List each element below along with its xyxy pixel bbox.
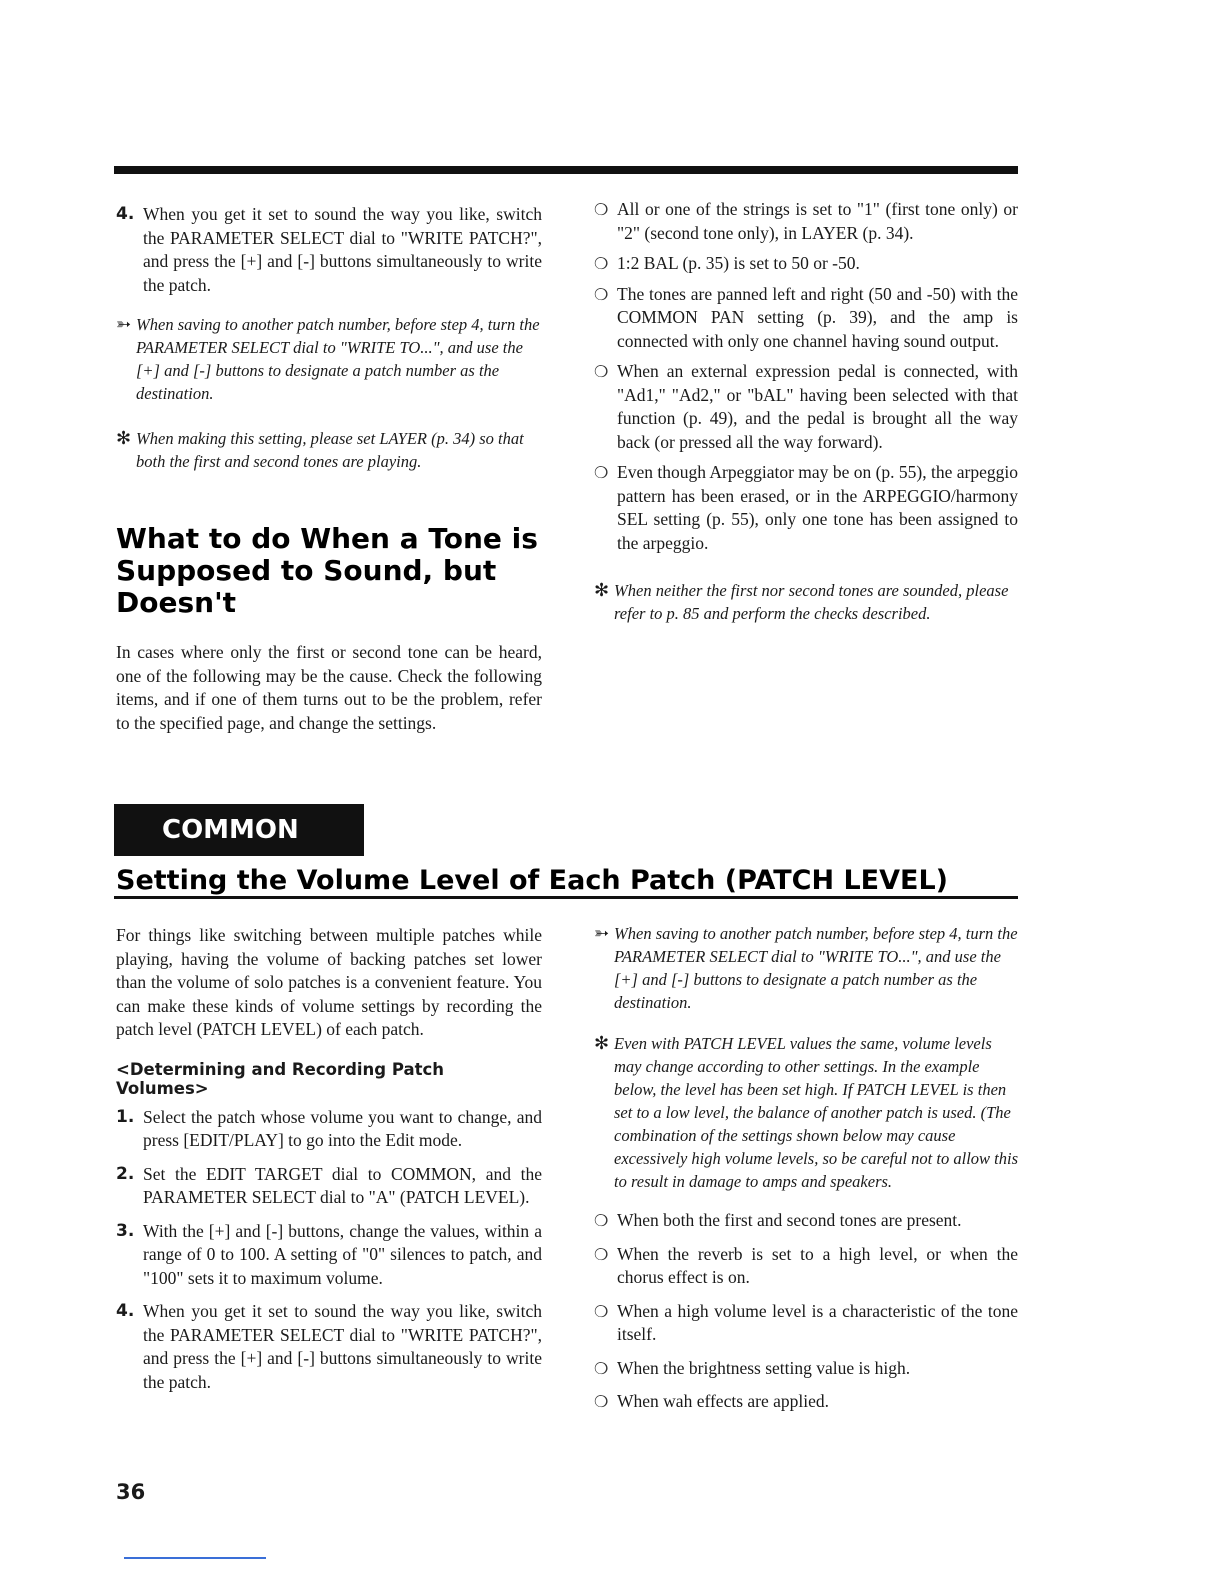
step-number: 3. — [116, 1220, 135, 1241]
list-item — [594, 1357, 1018, 1381]
item-text: When a high volume level is a characteristic of the tone itself. — [617, 1300, 1018, 1344]
step-4-top — [116, 203, 542, 297]
circle-bullet-icon: ❍ — [594, 256, 609, 273]
page-number: 36 — [116, 1480, 146, 1504]
procedure-subheading: <Determining and Recording Patch Volumes> — [116, 1059, 445, 1098]
note-text: When making this setting, please set LAYER (p. 34) so that both the first and second tones are playing. — [136, 429, 524, 471]
arrow-icon: ➳ — [594, 923, 610, 943]
item-text: All or one of the strings is set to "1" (first tone only) or "2" (second tone only), in LAYER (p. 34). — [617, 199, 1018, 243]
list-item — [594, 198, 1018, 245]
list-item — [594, 360, 1018, 454]
step-1 — [116, 1106, 542, 1153]
top-rule — [114, 166, 1018, 174]
item-text: When an external expression pedal is connected, with "Ad1," "Ad2," or "bAL" having been selected with that function (p. 49), and the pedal is brought all the way back (or pressed all the way forward). — [617, 361, 1018, 452]
step-text: Select the patch whose volume you want to change, and press [EDIT/PLAY] to go into the Edit mode. — [143, 1106, 542, 1150]
circle-bullet-icon: ❍ — [594, 1360, 609, 1378]
item-text: When both the first and second tones are present. — [617, 1210, 962, 1230]
step-4 — [116, 1300, 542, 1394]
list-item — [594, 461, 1018, 555]
asterisk-icon: ✻ — [116, 428, 132, 448]
section-title: Setting the Volume Level of Each Patch (PATCH LEVEL) — [116, 865, 949, 896]
item-text: When wah effects are applied. — [617, 1391, 829, 1411]
top-right-column — [594, 198, 1018, 625]
step-text: When you get it set to sound the way you like, switch the PARAMETER SELECT dial to "WRITE PATCH?", and press the [+] and [-] buttons simultaneously to write the patch. — [143, 204, 542, 295]
list-item — [594, 1209, 1018, 1233]
step-text: When you get it set to sound the way you like, switch the PARAMETER SELECT dial to "WRITE PATCH?", and press the [+] and [-] buttons simultaneously to write the patch. — [143, 1301, 542, 1392]
top-left-column — [116, 203, 542, 735]
section-label: COMMON — [114, 804, 364, 856]
bottom-left-column — [116, 924, 542, 1394]
step-number: 4. — [116, 1301, 135, 1321]
arrow-icon: ➳ — [116, 314, 132, 334]
list-item — [594, 283, 1018, 354]
section-rule — [114, 896, 1018, 899]
asterisk-icon: ✻ — [594, 580, 610, 600]
bottom-right-column — [594, 922, 1018, 1414]
list-item — [594, 1390, 1018, 1414]
troubleshoot-heading: What to do When a Tone is Supposed to Sound, but Doesn't — [116, 522, 538, 619]
item-text: When the reverb is set to a high level, or when the chorus effect is on. — [617, 1243, 1018, 1287]
circle-bullet-icon: ❍ — [594, 202, 609, 219]
item-text: When the brightness setting value is high. — [617, 1357, 911, 1378]
circle-bullet-icon: ❍ — [594, 1246, 609, 1264]
patch-level-intro: For things like switching between multiple patches while playing, having the volume of backing patches set lower than the volume of solo patches is a convenient feature. You can make these kinds of volume settings by recording the patch level (PATCH LEVEL) of each patch. — [116, 925, 542, 1039]
step-text: Set the EDIT TARGET dial to COMMON, and the PARAMETER SELECT dial to "A" (PATCH LEVEL). — [143, 1163, 542, 1207]
step-text: With the [+] and [-] buttons, change the values, within a range of 0 to 100. A setting of "0" silences to patch, and "100" sets it to maximum volume. — [143, 1220, 542, 1288]
caution-note — [116, 427, 542, 473]
note-text: When saving to another patch number, before step 4, turn the PARAMETER SELECT dial to "WRITE TO...", and use the [+] and [-] buttons to designate a patch number as the destination. — [136, 315, 540, 403]
caution-note — [594, 1032, 1018, 1193]
step-number: 2. — [116, 1163, 135, 1184]
step-number: 1. — [116, 1106, 135, 1127]
troubleshoot-intro: In cases where only the first or second tone can be heard, one of the following may be the cause. Check the following items, and if one of them turns out to be the problem, refer to the specified page, and change the settings. — [116, 642, 542, 733]
circle-bullet-icon: ❍ — [594, 465, 609, 482]
arrow-note — [594, 922, 1018, 1014]
circle-bullet-icon: ❍ — [594, 1303, 609, 1321]
step-3 — [116, 1220, 542, 1291]
item-text: 1:2 BAL (p. 35) is set to 50 or -50. — [617, 253, 860, 273]
bottom-link-underline — [124, 1557, 266, 1559]
circle-bullet-icon: ❍ — [594, 364, 609, 381]
note-text: When saving to another patch number, before step 4, turn the PARAMETER SELECT dial to "WRITE TO...", and use the [+] and [-] buttons to designate a patch number as the destination. — [614, 924, 1018, 1012]
step-2 — [116, 1163, 542, 1210]
caution-note — [594, 579, 1018, 625]
list-item — [594, 252, 1018, 276]
item-text: Even though Arpeggiator may be on (p. 55), the arpeggio pattern has been erased, or in the ARPEGGIO/harmony SEL setting (p. 55), only one tone has been assigned to the arpeggio. — [617, 462, 1018, 553]
note-text: When neither the first nor second tones are sounded, please refer to p. 85 and perform the checks described. — [614, 581, 1009, 623]
list-item — [594, 1243, 1018, 1290]
item-text: The tones are panned left and right (50 and -50) with the COMMON PAN setting (p. 39), and the amp is connected with only one channel having sound output. — [617, 283, 1018, 351]
list-item — [594, 1300, 1018, 1347]
step-number: 4. — [116, 204, 135, 224]
circle-bullet-icon: ❍ — [594, 1213, 609, 1230]
asterisk-icon: ✻ — [594, 1033, 610, 1053]
circle-bullet-icon: ❍ — [594, 286, 609, 304]
note-text: Even with PATCH LEVEL values the same, volume levels may change according to other settings. In the example below, the level has been set high. If PATCH LEVEL is then set to a low level, the balance of another patch is used. (The combination of the settings shown below may cause excessively high volume levels, so be careful not to allow this to result in damage to amps and speakers. — [614, 1034, 1018, 1191]
circle-bullet-icon: ❍ — [594, 1394, 609, 1411]
arrow-note — [116, 313, 542, 405]
